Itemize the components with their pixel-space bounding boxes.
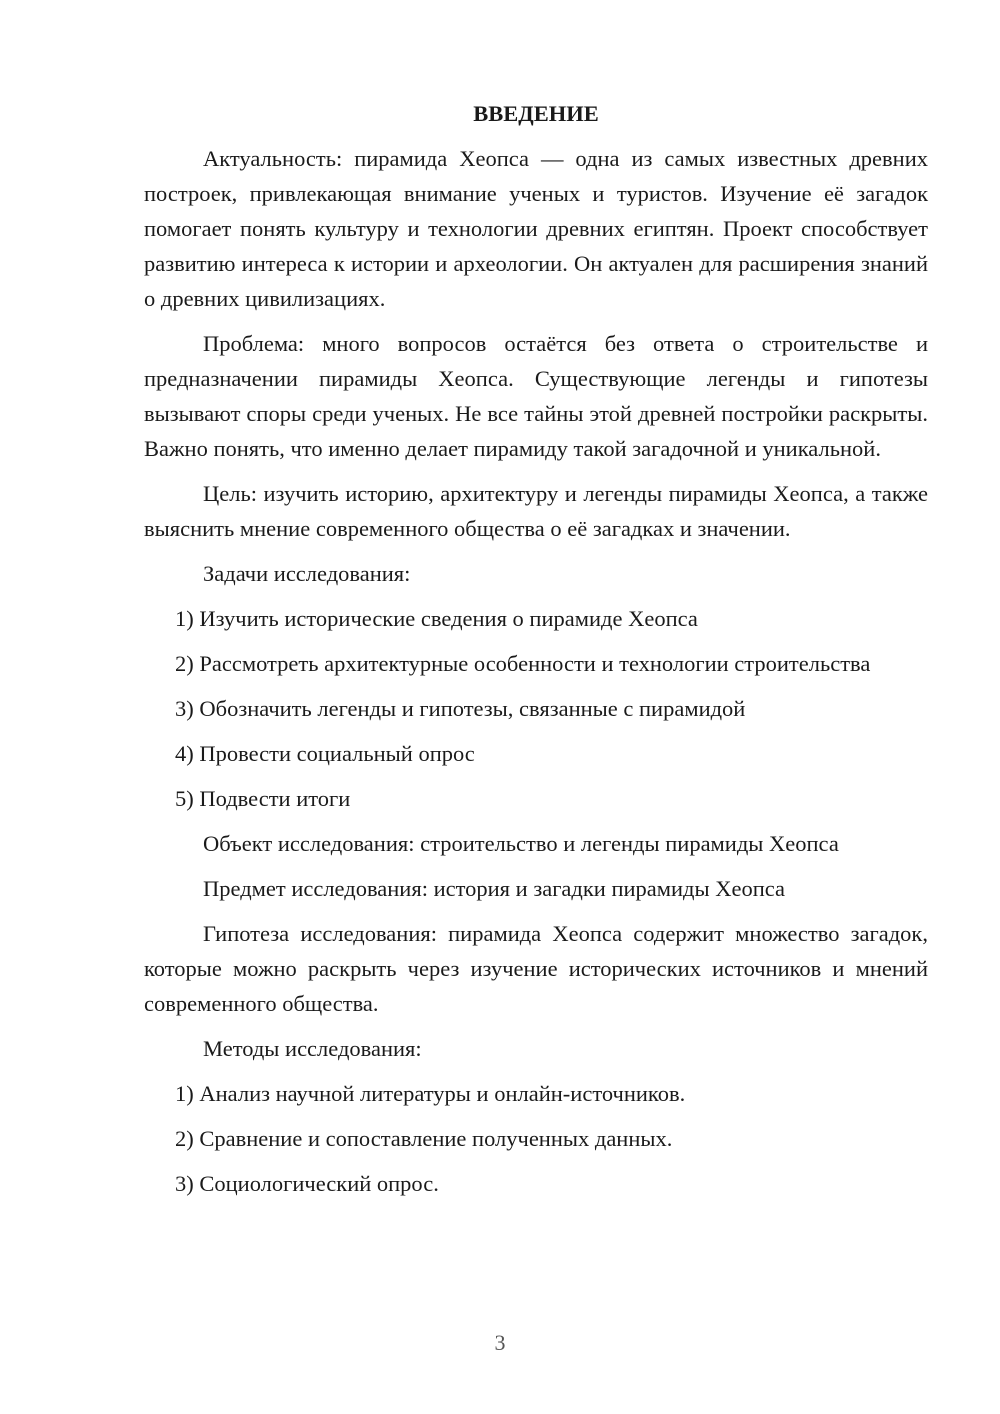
- task-item: 5) Подвести итоги: [175, 786, 351, 811]
- task-item: 3) Обозначить легенды и гипотезы, связанные с пирамидой: [175, 696, 746, 721]
- research-object: Объект исследования: строительство и легенды пирамиды Хеопса: [203, 831, 839, 856]
- methods-heading: Методы исследования:: [203, 1036, 422, 1061]
- hypothesis-paragraph: Гипотеза исследования: пирамида Хеопса содержит множество загадок, которые можно раскрыть через изучение исторических источников и мнений современного общества.: [144, 921, 928, 1016]
- method-item: 1) Анализ научной литературы и онлайн-источников.: [175, 1081, 686, 1106]
- page-number: 3: [494, 1330, 506, 1355]
- tasks-heading: Задачи исследования:: [203, 561, 411, 586]
- problem-paragraph: Проблема: много вопросов остаётся без ответа о строительстве и предназначении пирамиды Хеопса. Существующие легенды и гипотезы вызывают споры среди ученых. Не все тайны этой древней постройки раскрыты. Важно понять, что именно делает пирамиду такой загадочной и уникальной.: [144, 331, 928, 461]
- section-title: ВВЕДЕНИЕ: [473, 101, 599, 126]
- document-page: [144, 96, 928, 1211]
- method-item: 2) Сравнение и сопоставление полученных данных.: [175, 1126, 673, 1151]
- task-item: 1) Изучить исторические сведения о пирамиде Хеопса: [175, 606, 698, 631]
- task-item: 2) Рассмотреть архитектурные особенности и технологии строительства: [175, 651, 871, 676]
- relevance-paragraph: Актуальность: пирамида Хеопса — одна из самых известных древних построек, привлекающая внимание ученых и туристов. Изучение её загадок помогает понять культуру и технологии древних египтян. Проект способствует развитию интереса к истории и археологии. Он актуален для расширения знаний о древних цивилизациях.: [144, 146, 928, 311]
- task-item: 4) Провести социальный опрос: [175, 741, 475, 766]
- research-subject: Предмет исследования: история и загадки пирамиды Хеопса: [203, 876, 786, 901]
- goal-paragraph: Цель: изучить историю, архитектуру и легенды пирамиды Хеопса, а также выяснить мнение современного общества о её загадках и значении.: [144, 481, 928, 541]
- method-item: 3) Социологический опрос.: [175, 1171, 439, 1196]
